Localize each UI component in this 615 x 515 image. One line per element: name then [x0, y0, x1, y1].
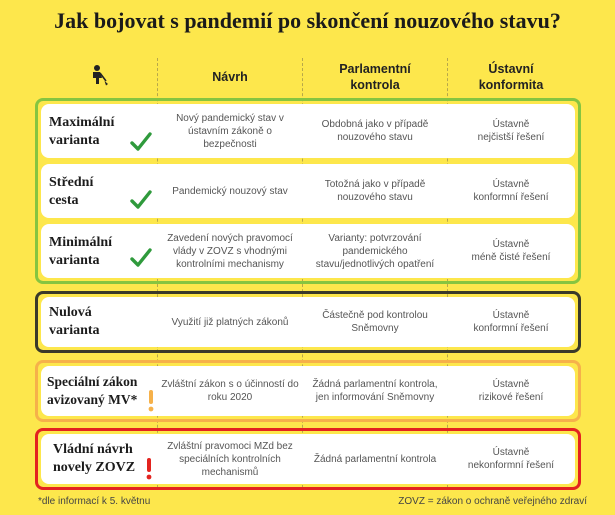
cell-konformita: Ústavně méně čisté řešení: [471, 239, 551, 263]
check-icon: [130, 248, 152, 268]
worker-shovel-icon: [88, 64, 110, 86]
cell-navrh: Pandemický nouzový stav: [172, 185, 288, 197]
check-icon: [130, 132, 152, 152]
exclamation-icon: [147, 390, 155, 412]
cell-konformita: Ústavně konformní řešení: [473, 310, 549, 334]
row-label: Maximální varianta: [49, 115, 115, 148]
page-title: Jak bojovat s pandemií po skončení nouzového stavu?: [54, 8, 561, 33]
cell-navrh: Využití již platných zákonů: [171, 316, 289, 328]
exclamation-icon: [145, 458, 153, 480]
cell-kontrola: Totožná jako v případě nouzového stavu: [324, 179, 426, 203]
cell-konformita: Ústavně nejčistší řešení: [477, 119, 545, 143]
cell-kontrola: Obdobná jako v případě nouzového stavu: [321, 119, 429, 143]
cell-konformita: Ústavně nekonformní řešení: [467, 447, 555, 471]
row-label: Vládní návrh novely ZOVZ: [53, 442, 136, 475]
row-label: Nulová varianta: [49, 305, 100, 338]
footnote: *dle informací k 5. květnu: [38, 496, 151, 507]
row-label: Střední cesta: [49, 175, 94, 208]
cell-konformita: Ústavně rizikové řešení: [478, 379, 544, 403]
column-header-navrh: Návrh: [212, 70, 248, 84]
cell-kontrola: Žádná parlamentní kontrola, jen informování Sněmovny: [312, 379, 438, 403]
cell-navrh: Zvláštní zákon s o účinností do roku 2020: [161, 379, 299, 403]
row-label: Speciální zákon avizovaný MV*: [47, 374, 138, 407]
cell-navrh: Zavedení nových pravomocí vlády v ZOVZ s vhodnými kontrolními mechanismy: [167, 232, 293, 270]
column-header-ustavni-konformita: Ústavní konformita: [478, 62, 544, 92]
row-label: Minimální varianta: [49, 235, 113, 268]
cell-kontrola: Varianty: potvrzování pandemického stavu/jednotlivých opatření: [315, 232, 435, 270]
cell-kontrola: Částečně pod kontrolou Sněmovny: [322, 310, 428, 334]
column-header-parlamentni-kontrola: Parlamentní kontrola: [339, 62, 411, 92]
cell-kontrola: Žádná parlamentní kontrola: [313, 453, 437, 465]
cell-konformita: Ústavně konformní řešení: [473, 179, 549, 203]
cell-navrh: Nový pandemický stav v ústavním zákoně o bezpečnosti: [176, 112, 284, 150]
abbreviation-note: ZOVZ = zákon o ochraně veřejného zdraví: [398, 496, 587, 507]
check-icon: [130, 190, 152, 210]
cell-navrh: Zvláštní pravomoci MZd bez speciálních kontrolních mechanismů: [167, 440, 293, 478]
